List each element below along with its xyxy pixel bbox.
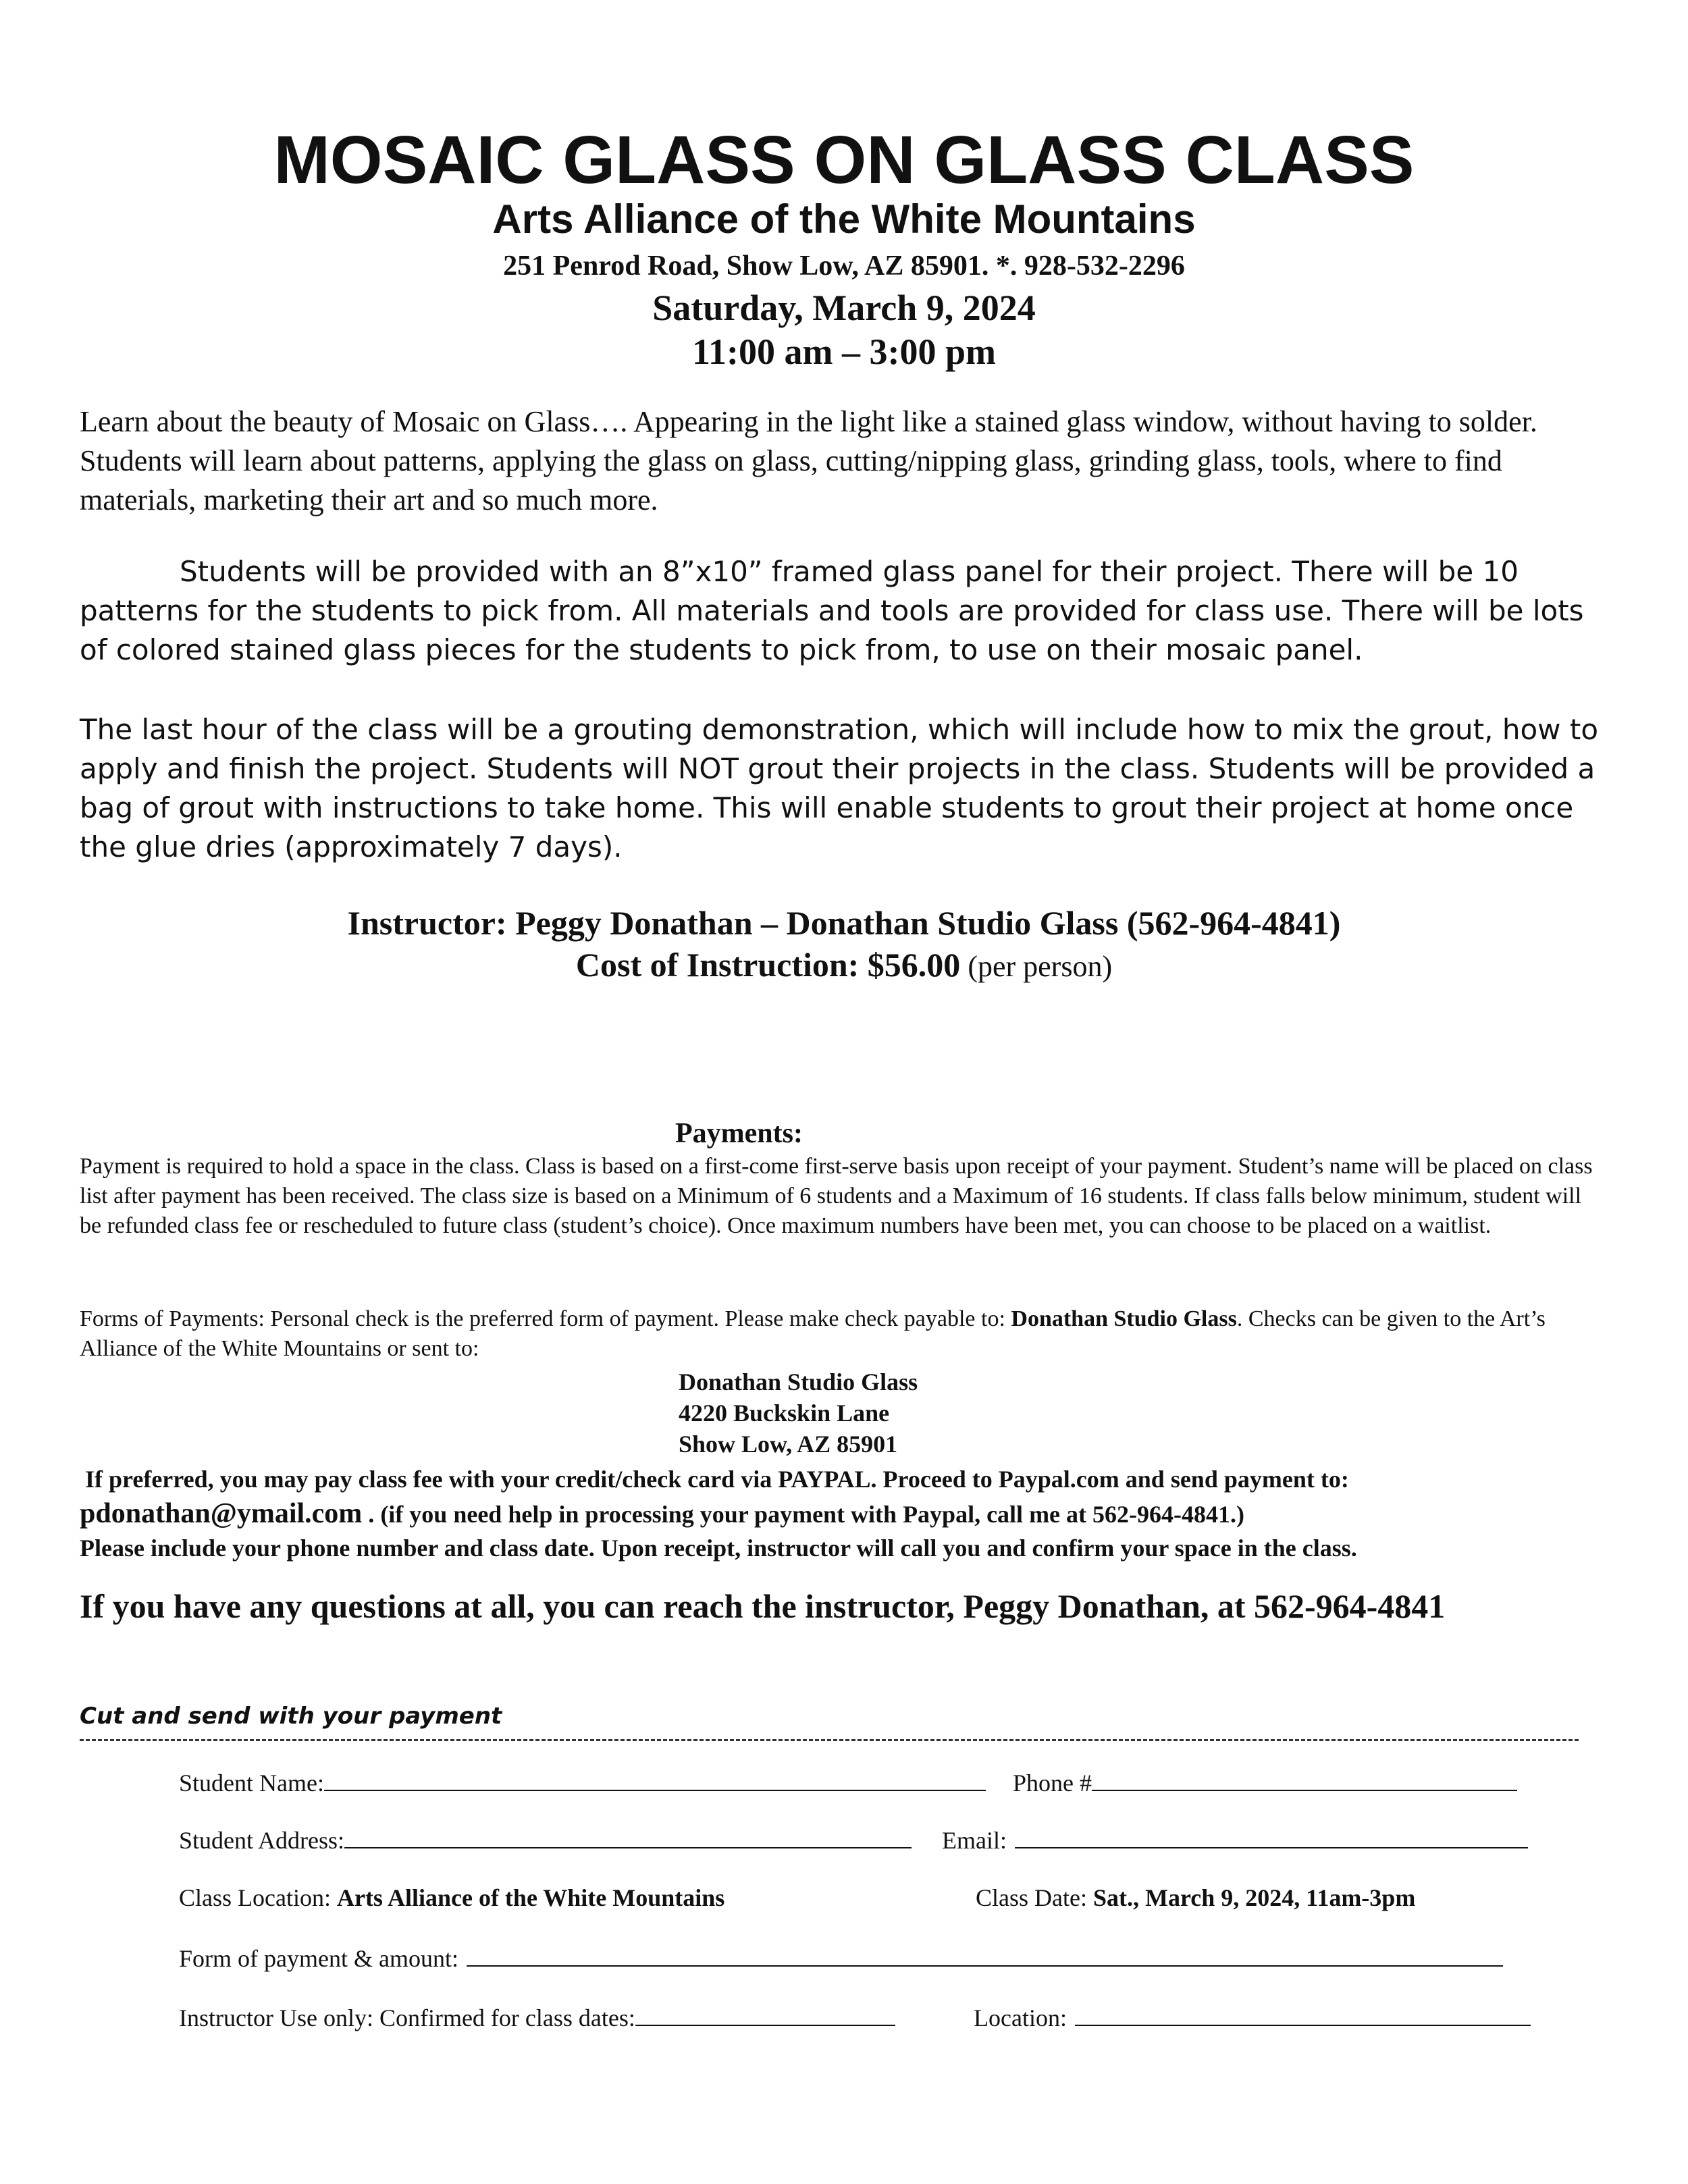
class-date-value: Sat., March 9, 2024, 11am-3pm bbox=[1092, 1884, 1416, 1911]
phone-label: Phone # bbox=[1013, 1769, 1092, 1796]
student-name-blank[interactable] bbox=[324, 1769, 986, 1791]
paypal-instructions: If preferred, you may pay class fee with your credit/check card via PAYPAL. Proceed to Paypal.com and send payment to: bbox=[85, 1466, 1349, 1493]
mailing-street: 4220 Buckskin Lane bbox=[679, 1400, 890, 1427]
materials-paragraph: Students will be provided with an 8”x10” framed glass panel for their project. There will be 10 patterns for the students to pick from. All materials and tools are provided for class use. There will be lots of colored stained glass pieces for the students to pick from, to use on their mosaic panel. bbox=[80, 555, 1584, 666]
student-address-label: Student Address: bbox=[179, 1827, 345, 1854]
payment-amount-field[interactable] bbox=[179, 1944, 1503, 1973]
student-address-field[interactable] bbox=[179, 1826, 912, 1855]
cut-instruction: Cut and send with your payment bbox=[80, 1703, 502, 1730]
payments-heading: Payments: bbox=[675, 1118, 803, 1149]
class-location-label: Class Location: bbox=[179, 1884, 337, 1911]
class-location-line bbox=[179, 1884, 724, 1912]
include-info-line: Please include your phone number and class date. Upon receipt, instructor will call you and confirm your space in the class. bbox=[80, 1535, 1357, 1562]
contact-question: If you have any questions at all, you can reach the instructor, Peggy Donathan, at 562-964-4841 bbox=[80, 1587, 1446, 1625]
email-field[interactable] bbox=[942, 1826, 1528, 1855]
paypal-help: . (if you need help in processing your payment with Paypal, call me at 562-964-4841.) bbox=[362, 1501, 1244, 1528]
cut-line bbox=[80, 1739, 1579, 1741]
paypal-email: pdonathan@ymail.com bbox=[80, 1498, 363, 1529]
instructor-use-label: Instructor Use only: Confirmed for class dates: bbox=[179, 2004, 635, 2031]
class-date-line bbox=[976, 1884, 1415, 1912]
location-label: Location: bbox=[974, 2004, 1067, 2031]
grouting-paragraph: The last hour of the class will be a grouting demonstration, which will include how to mix the grout, how to apply and finish the project. Students will NOT grout their projects in the class. Students will be provided a bag of grout with instructions to take home. This will enable students to grout their project at home once the glue dries (approximately 7 days). bbox=[80, 713, 1599, 863]
location-blank[interactable] bbox=[1075, 2004, 1531, 2026]
location-field[interactable] bbox=[974, 2004, 1531, 2032]
class-time: 11:00 am – 3:00 pm bbox=[692, 331, 996, 372]
payment-forms-prefix: Forms of Payments: Personal check is the preferred form of payment. Please make check payable to: bbox=[80, 1306, 1011, 1331]
student-address-blank[interactable] bbox=[344, 1827, 912, 1848]
payee-name: Donathan Studio Glass bbox=[1011, 1306, 1237, 1331]
payment-amount-blank[interactable] bbox=[467, 1945, 1503, 1967]
student-name-label: Student Name: bbox=[179, 1769, 324, 1796]
venue-address: 251 Penrod Road, Show Low, AZ 85901. *. 928-532-2296 bbox=[503, 250, 1185, 282]
payment-forms-suffix: . Checks can be given to the Art’s Alliance of the White Mountains or sent to: bbox=[80, 1306, 1546, 1361]
instructor-line: Instructor: Peggy Donathan – Donathan Studio Glass (562-964-4841) bbox=[347, 904, 1341, 942]
page-title: MOSAIC GLASS ON GLASS CLASS bbox=[273, 122, 1415, 198]
payment-amount-label: Form of payment & amount: bbox=[179, 1945, 458, 1972]
paypal-email-line bbox=[80, 1497, 1244, 1530]
payment-forms bbox=[80, 1304, 1606, 1364]
organization-name: Arts Alliance of the White Mountains bbox=[492, 196, 1196, 242]
intro-paragraph: Learn about the beauty of Mosaic on Glass…. Appearing in the light like a stained glass window, without having to solder. Students will learn about patterns, applying the glass on glass, cutting/nipping glass, grinding glass, tools, where to find materials, marketing their art and so much more. bbox=[80, 405, 1537, 516]
class-date-label: Class Date: bbox=[976, 1884, 1093, 1911]
cost-label: Cost of Instruction: $56.00 bbox=[575, 946, 961, 984]
cost-suffix: (per person) bbox=[960, 950, 1113, 983]
mailing-city: Show Low, AZ 85901 bbox=[679, 1431, 898, 1458]
confirmed-dates-blank[interactable] bbox=[635, 2004, 895, 2026]
cost-line bbox=[0, 945, 1688, 984]
phone-blank[interactable] bbox=[1092, 1769, 1517, 1791]
class-date: Saturday, March 9, 2024 bbox=[652, 288, 1036, 328]
payment-policy: Payment is required to hold a space in the class. Class is based on a first-come first-serve basis upon receipt of your payment. Student’s name will be placed on class list after payment has been received. The class size is based on a Minimum of 6 students and a Maximum of 16 students. If class falls below minimum, student will be refunded class fee or rescheduled to future class (student’s choice). Once maximum numbers have been met, you can choose to be placed on a waitlist. bbox=[80, 1154, 1593, 1238]
phone-field[interactable] bbox=[1013, 1769, 1517, 1797]
mailing-address bbox=[679, 1366, 918, 1460]
email-blank[interactable] bbox=[1015, 1827, 1528, 1848]
class-location-value: Arts Alliance of the White Mountains bbox=[336, 1884, 725, 1911]
instructor-confirm-field[interactable] bbox=[179, 2004, 895, 2032]
mailing-name: Donathan Studio Glass bbox=[679, 1368, 918, 1395]
student-name-field[interactable] bbox=[179, 1769, 986, 1797]
email-label: Email: bbox=[942, 1827, 1007, 1854]
